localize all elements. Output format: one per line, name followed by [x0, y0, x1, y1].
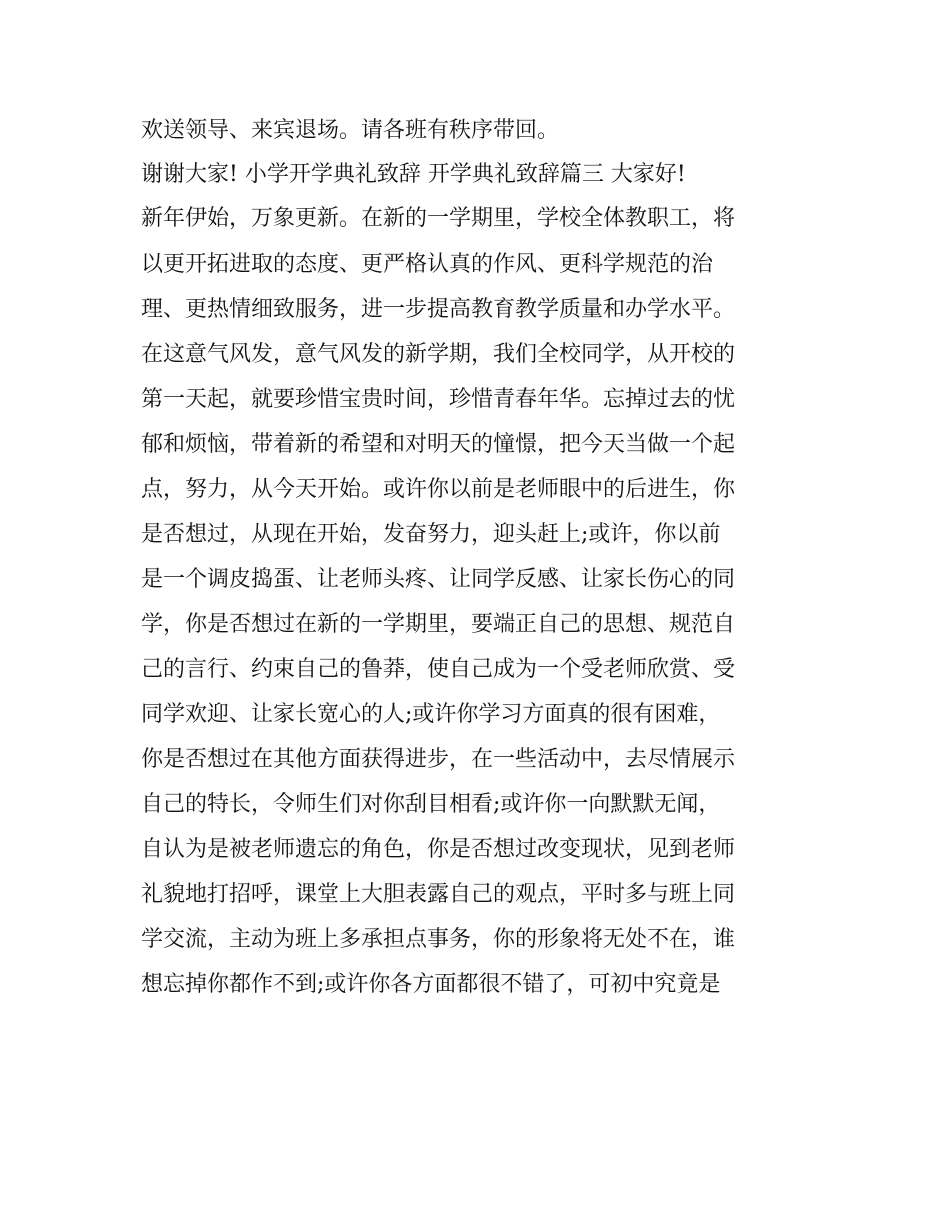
text-line: 自认为是被老师遗忘的角色，你是否想过改变现状，见到老师	[141, 837, 736, 862]
text-line: 理、更热情细致服务，进一步提高教育教学质量和办学水平。	[141, 297, 736, 322]
document-body	[141, 112, 821, 1011]
text-line: 是一个调皮捣蛋、让老师头疼、让同学反感、让家长伤心的同	[141, 567, 736, 592]
text-line: 学交流，主动为班上多承担点事务，你的形象将无处不在，谁	[141, 927, 736, 952]
text-line: 自己的特长，令师生们对你刮目相看;或许你一向默默无闻，	[141, 792, 721, 817]
text-line: 礼貌地打招呼，课堂上大胆表露自己的观点，平时多与班上同	[141, 882, 736, 907]
text-line: 谢谢大家! 小学开学典礼致辞 开学典礼致辞篇三 大家好!	[141, 162, 686, 187]
text-line: 欢送领导、来宾退场。请各班有秩序带回。	[141, 118, 560, 143]
text-line: 第一天起，就要珍惜宝贵时间，珍惜青春年华。忘掉过去的忧	[141, 387, 736, 412]
text-line: 是否想过，从现在开始，发奋努力，迎头赶上;或许，你以前	[141, 522, 721, 547]
text-line: 学，你是否想过在新的一学期里，要端正自己的思想、规范自	[141, 612, 736, 637]
text-line: 己的言行、约束自己的鲁莽，使自己成为一个受老师欣赏、受	[141, 657, 736, 682]
text-line: 点，努力，从今天开始。或许你以前是老师眼中的后进生，你	[141, 477, 736, 502]
text-line: 新年伊始，万象更新。在新的一学期里，学校全体教职工，将	[141, 206, 736, 231]
text-line: 同学欢迎、让家长宽心的人;或许你学习方面真的很有困难，	[141, 702, 721, 727]
text-line: 郁和烦恼，带着新的希望和对明天的憧憬，把今天当做一个起	[141, 432, 736, 457]
text-line: 你是否想过在其他方面获得进步，在一些活动中，去尽情展示	[141, 747, 736, 772]
text-line: 以更开拓进取的态度、更严格认真的作风、更科学规范的治	[141, 252, 714, 277]
text-line: 想忘掉你都作不到;或许你各方面都很不错了，可初中究竟是	[141, 972, 721, 997]
text-line: 在这意气风发，意气风发的新学期，我们全校同学，从开校的	[141, 342, 736, 367]
